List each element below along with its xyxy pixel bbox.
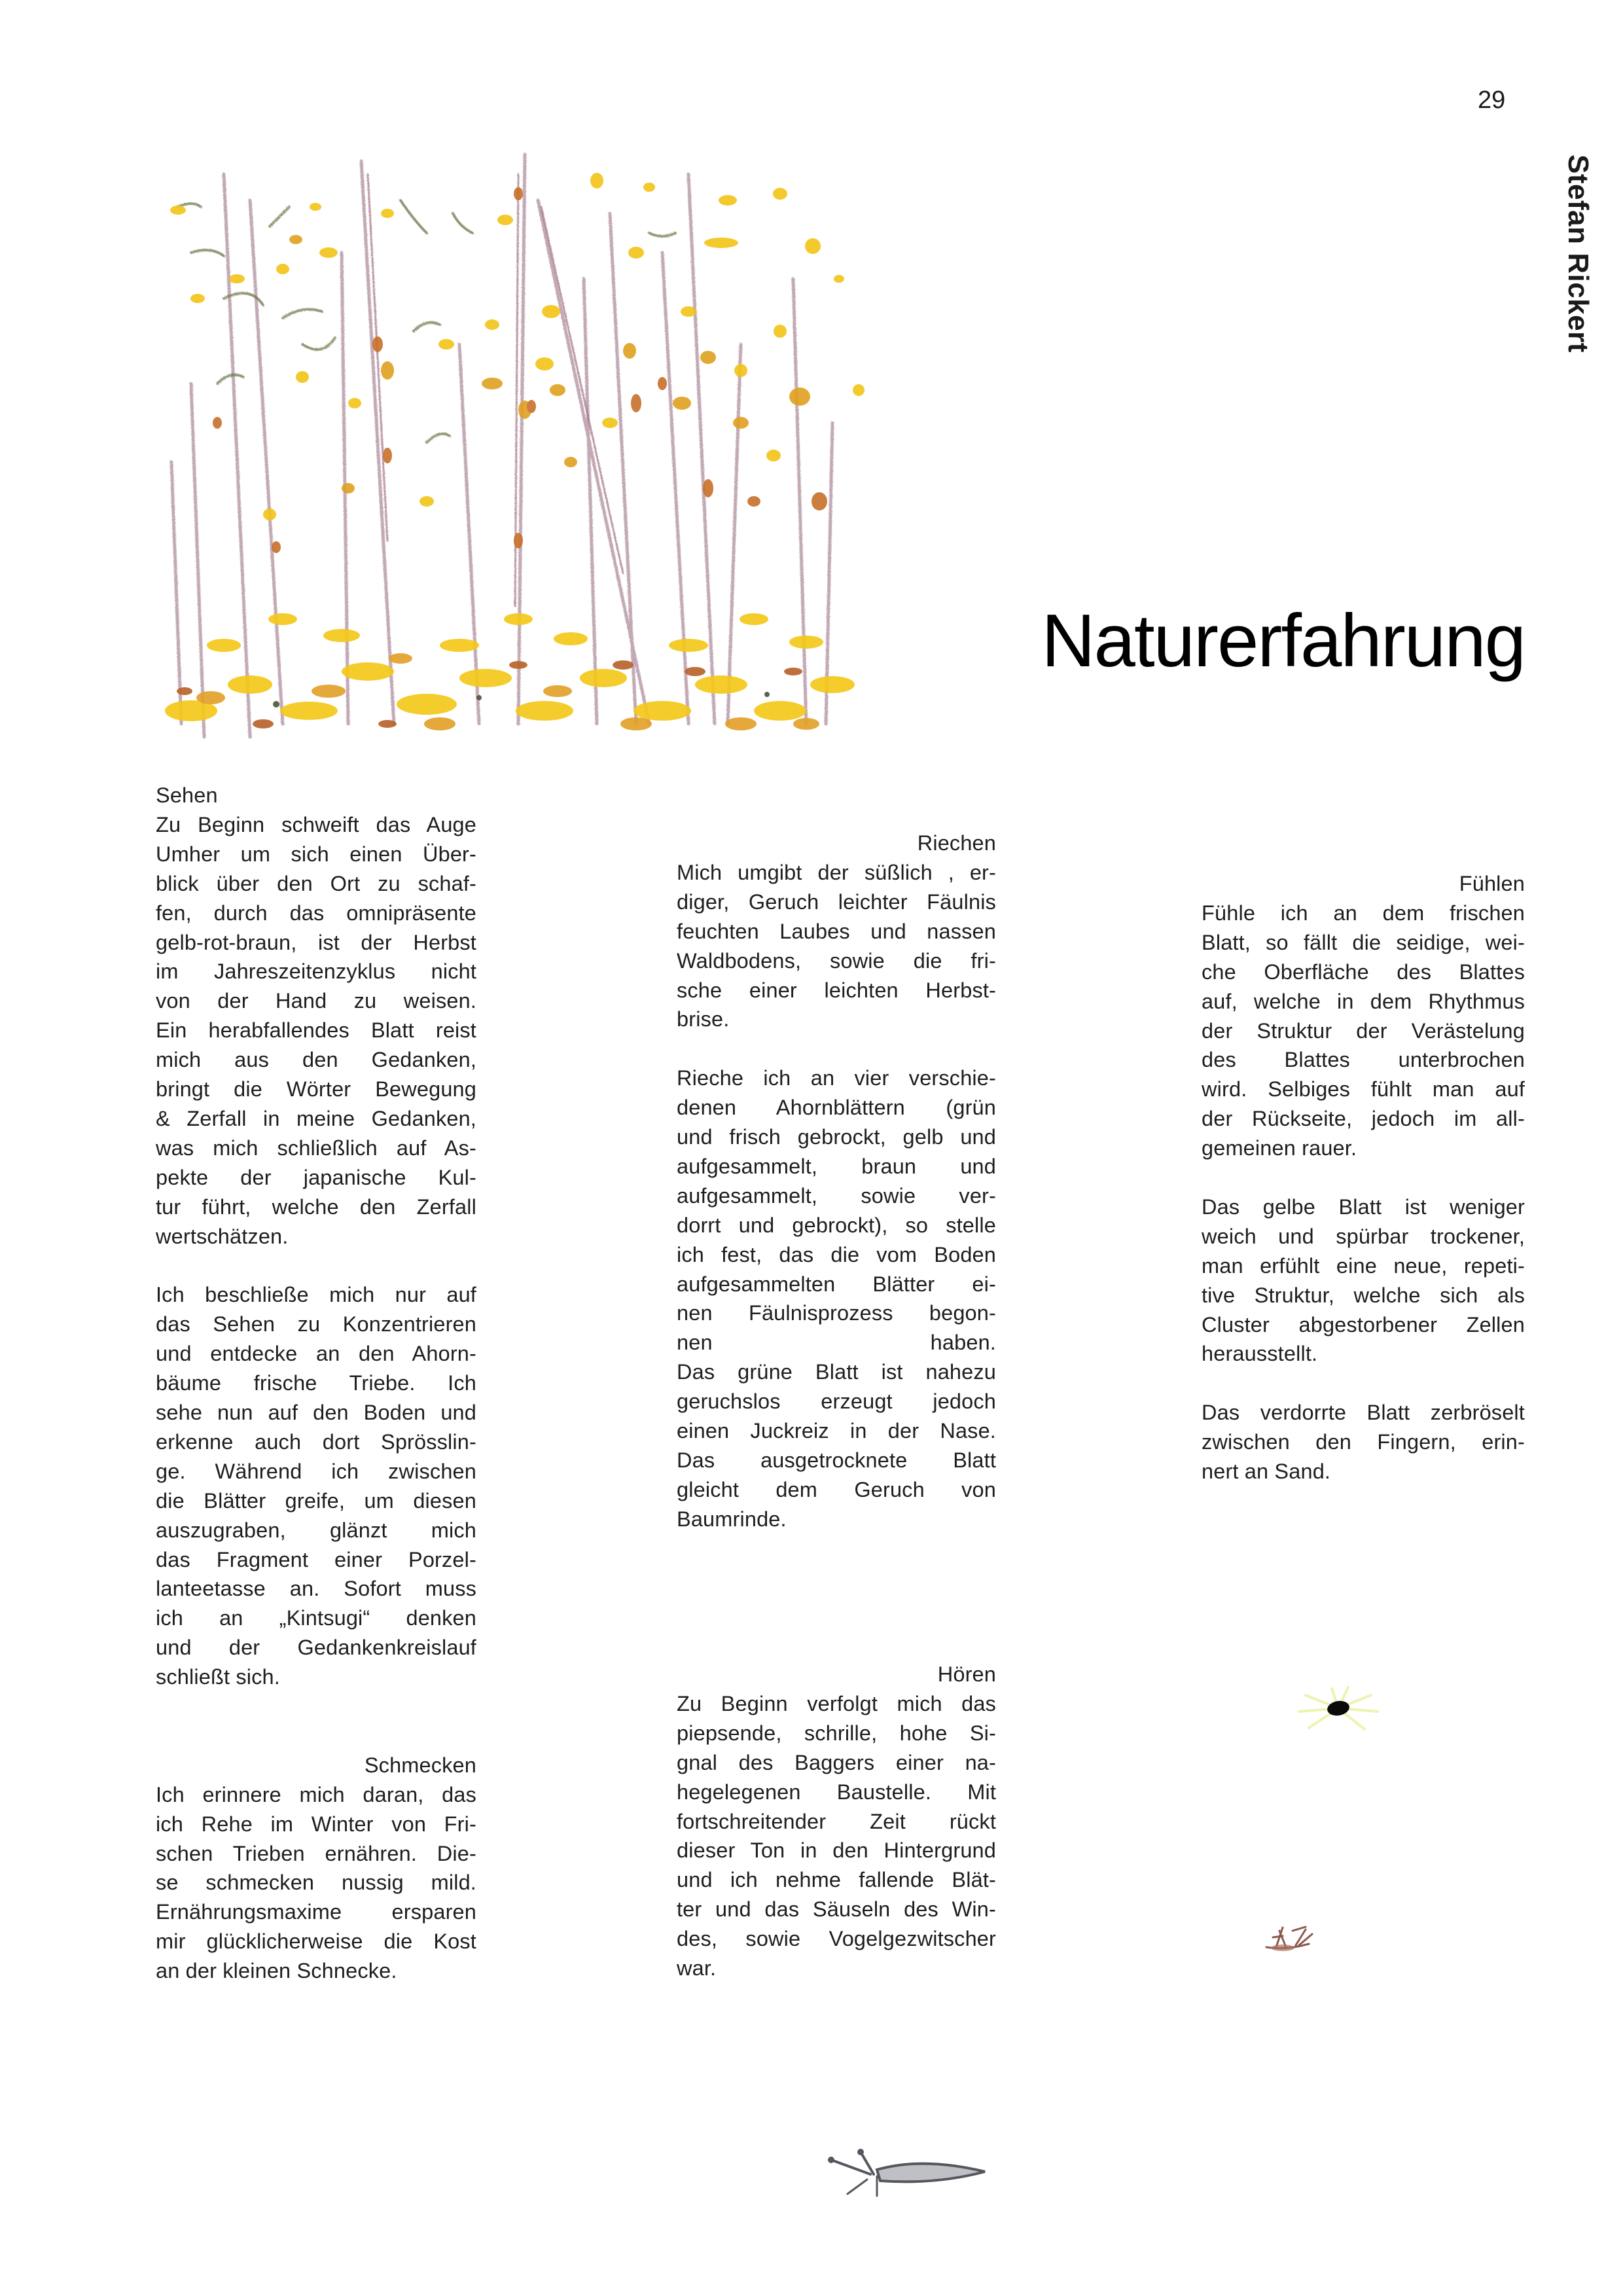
text-line: was mich schließlich auf As- <box>156 1136 476 1160</box>
column-right <box>1202 869 1525 1486</box>
section-heading-riechen: Riechen <box>917 831 996 855</box>
text-line: die Blätter greife, um diesen <box>156 1488 476 1513</box>
text-line: und frisch gebrockt, gelb und <box>677 1125 996 1149</box>
text-line: an der kleinen Schnecke. <box>156 1959 397 1983</box>
text-line: Baumrinde. <box>677 1507 787 1531</box>
page-title: Naturerfahrung <box>1041 600 1525 683</box>
text-line: Umher um sich einen Über- <box>156 842 476 866</box>
forest-drawing-icon <box>152 148 872 750</box>
text-line: sche einer leichten Herbst- <box>677 978 996 1002</box>
beetle-drawing-icon <box>1293 1682 1384 1734</box>
text-line: einen Juckreiz in der Nase. <box>677 1419 996 1443</box>
text-line: der Struktur der Verästelung <box>1202 1018 1525 1043</box>
text-line: brise. <box>677 1007 730 1031</box>
text-line: sehe nun auf den Boden und <box>156 1401 476 1425</box>
text-line: tur führt, welche den Zerfall <box>156 1194 476 1219</box>
text-line: tive Struktur, welche sich als <box>1202 1283 1525 1307</box>
page-number: 29 <box>1478 86 1506 114</box>
text-line: gelb-rot-braun, ist der Herbst <box>156 930 476 954</box>
slug-drawing-icon <box>818 2140 995 2199</box>
text-line: Cluster abgestorbener Zellen <box>1202 1312 1525 1336</box>
text-line: auszugraben, glänzt mich <box>156 1518 476 1542</box>
text-line: mich aus den Gedanken, <box>156 1048 476 1072</box>
text-line: schließt sich. <box>156 1665 280 1689</box>
text-line: und ich nehme fallende Blät- <box>677 1868 996 1892</box>
text-line: man erfühlt eine neue, repeti- <box>1202 1253 1525 1278</box>
text-line: zwischen den Fingern, erin- <box>1202 1430 1525 1454</box>
section-heading-schmecken: Schmecken <box>364 1753 476 1777</box>
text-line: gnal des Baggers einer na- <box>677 1750 996 1774</box>
autumn-forest-illustration <box>152 148 872 750</box>
text-line: diger, Geruch leichter Fäulnis <box>677 889 996 914</box>
riechen-paragraph-2 <box>677 1064 996 1534</box>
text-line: ge. Während ich zwischen <box>156 1459 476 1483</box>
text-line: erkenne auch dort Sprösslin- <box>156 1429 476 1454</box>
text-line: & Zerfall in meine Gedanken, <box>156 1106 476 1130</box>
text-line: che Oberfläche des Blattes <box>1202 960 1525 984</box>
hoeren-paragraph-1 <box>677 1689 996 1983</box>
text-line: dorrt und gebrockt), so stelle <box>677 1213 996 1237</box>
column-left <box>156 781 476 1986</box>
text-line: ter und das Säuseln des Win- <box>677 1897 996 1922</box>
column-middle <box>677 829 996 1534</box>
text-line: der Rückseite, jedoch im all- <box>1202 1107 1525 1131</box>
text-line: Das grüne Blatt ist nahezu <box>677 1360 996 1384</box>
text-line: dieser Ton in den Hintergrund <box>677 1839 996 1863</box>
text-line: und entdecke an den Ahorn- <box>156 1342 476 1366</box>
fuehlen-paragraph-1 <box>1202 899 1525 1163</box>
text-line: auf, welche in dem Rhythmus <box>1202 989 1525 1013</box>
text-line: Waldbodens, sowie die fri- <box>677 948 996 973</box>
text-line: geruchslos erzeugt jedoch <box>677 1390 996 1414</box>
text-line: des, sowie Vogelgezwitscher <box>677 1927 996 1951</box>
fuehlen-paragraph-2 <box>1202 1193 1525 1369</box>
text-line: gemeinen rauer. <box>1202 1136 1357 1160</box>
text-line: Ich erinnere mich daran, das <box>156 1782 476 1806</box>
text-line: Das gelbe Blatt ist weniger <box>1202 1194 1525 1219</box>
text-line: piepsende, schrille, hohe Si- <box>677 1721 996 1745</box>
text-line: bringt die Wörter Bewegung <box>156 1077 476 1102</box>
text-line: Das verdorrte Blatt zerbröselt <box>1202 1401 1525 1425</box>
text-line: des Blattes unterbrochen <box>1202 1048 1525 1072</box>
sehen-paragraph-2 <box>156 1280 476 1692</box>
text-line: schen Trieben ernähren. Die- <box>156 1841 476 1865</box>
text-line: war. <box>677 1956 717 1981</box>
author-name: Stefan Rickert <box>1562 154 1594 353</box>
text-line: weich und spürbar trockener, <box>1202 1224 1525 1248</box>
text-line: das Fragment einer Porzel- <box>156 1547 476 1571</box>
text-line: Rieche ich an vier verschie- <box>677 1066 996 1090</box>
text-line: aufgesammelt, sowie ver- <box>677 1183 996 1208</box>
text-line: nen haben. <box>677 1331 996 1355</box>
text-line: nen Fäulnisprozess begon- <box>677 1301 996 1325</box>
fuehlen-paragraph-3 <box>1202 1398 1525 1486</box>
text-line: pekte der japanische Kul- <box>156 1165 476 1189</box>
text-line: ich Rehe im Winter von Fri- <box>156 1812 476 1836</box>
text-line: feuchten Laubes und nassen <box>677 919 996 943</box>
text-line: Fühle ich an dem frischen <box>1202 901 1525 925</box>
text-line: lanteetasse an. Sofort muss <box>156 1577 476 1601</box>
section-heading-fuehlen: Fühlen <box>1459 872 1525 895</box>
text-line: und der Gedankenkreislauf <box>156 1636 476 1660</box>
text-line: Blatt, so fällt die seidige, wei- <box>1202 930 1525 954</box>
twig-fragment-drawing-icon <box>1260 1918 1319 1957</box>
section-heading-sehen: Sehen <box>156 783 218 807</box>
section-heading-hoeren: Hören <box>937 1662 996 1686</box>
schmecken-paragraph-1 <box>156 1780 476 1986</box>
text-line: hegelegenen Baustelle. Mit <box>677 1780 996 1804</box>
text-line: gleicht dem Geruch von <box>677 1477 996 1501</box>
text-line: Das ausgetrocknete Blatt <box>677 1448 996 1473</box>
text-line: das Sehen zu Konzentrieren <box>156 1312 476 1336</box>
text-line: mir glücklicherweise die Kost <box>156 1929 476 1954</box>
text-line: Zu Beginn verfolgt mich das <box>677 1691 996 1715</box>
text-line: aufgesammelt, braun und <box>677 1154 996 1178</box>
text-line: aufgesammelten Blätter ei- <box>677 1272 996 1296</box>
text-line: Zu Beginn schweift das Auge <box>156 812 476 836</box>
text-line: fen, durch das omnipräsente <box>156 901 476 925</box>
text-line: fortschreitender Zeit rückt <box>677 1809 996 1833</box>
text-line: ich fest, das die vom Boden <box>677 1242 996 1266</box>
text-line: wertschätzen. <box>156 1224 289 1248</box>
text-line: blick über den Ort zu schaf- <box>156 871 476 895</box>
text-line: von der Hand zu weisen. <box>156 989 476 1013</box>
text-line: Mich umgibt der süßlich , er- <box>677 860 996 884</box>
riechen-paragraph-1 <box>677 858 996 1034</box>
text-line: nert an Sand. <box>1202 1460 1331 1484</box>
text-line: wird. Selbiges fühlt man auf <box>1202 1077 1525 1102</box>
text-line: Ein herabfallendes Blatt reist <box>156 1018 476 1043</box>
text-line: ich an „Kintsugi“ denken <box>156 1606 476 1630</box>
sehen-paragraph-1 <box>156 810 476 1251</box>
text-line: denen Ahornblättern (grün <box>677 1096 996 1120</box>
text-line: im Jahreszeitenzyklus nicht <box>156 960 476 984</box>
column-middle-lower <box>677 1660 996 1983</box>
text-line: Ich beschließe mich nur auf <box>156 1283 476 1307</box>
text-line: bäume frische Triebe. Ich <box>156 1371 476 1395</box>
text-line: se schmecken nussig mild. <box>156 1871 476 1895</box>
text-line: herausstellt. <box>1202 1342 1318 1366</box>
text-line: Ernährungsmaxime ersparen <box>156 1900 476 1924</box>
